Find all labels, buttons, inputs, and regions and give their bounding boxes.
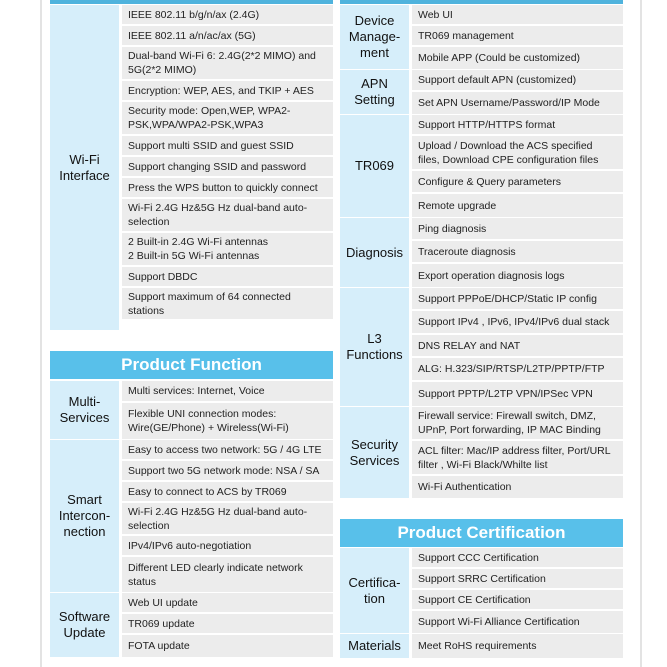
spec-list (409, 407, 623, 498)
spec-item: Export operation diagnosis logs (409, 264, 623, 287)
section-title-product-certification: Product Certification (340, 519, 623, 547)
spec-item: Easy to connect to ACS by TR069 (119, 482, 333, 503)
spec-item: Support SRRC Certification (409, 569, 623, 590)
spec-item: Multi services: Internet, Voice (119, 381, 333, 403)
spec-item: FOTA update (119, 635, 333, 657)
spec-item: Upload / Download the ACS specified files, Download CPE configuration files (409, 136, 623, 171)
spec-item: DNS RELAY and NAT (409, 335, 623, 358)
category-label: TR069 (340, 115, 409, 217)
category-label: Wi-Fi Interface (50, 5, 119, 330)
spec-item: Wi-Fi 2.4G Hz&5G Hz dual-band auto-selection (119, 503, 333, 536)
spec-list (119, 5, 333, 330)
spec-item: Press the WPS button to quickly connect (119, 178, 333, 199)
spec-list (119, 593, 333, 657)
spec-item: Support DBDC (119, 267, 333, 288)
spec-item: Support CE Certification (409, 590, 623, 611)
left-top-bar (50, 0, 333, 4)
spec-item: Ping diagnosis (409, 218, 623, 241)
spec-item: Wi-Fi Authentication (409, 476, 623, 498)
category-label: Smart Intercon-nection (50, 440, 119, 592)
spec-item: Encryption: WEP, AES, and TKIP + AES (119, 81, 333, 102)
wifi-interface-group (50, 5, 333, 330)
software-update-group (50, 593, 333, 657)
spec-list (409, 5, 623, 69)
spec-item: Set APN Username/Password/IP Mode (409, 92, 623, 114)
spec-list (409, 288, 623, 406)
spec-item: IEEE 802.11 a/n/ac/ax (5G) (119, 26, 333, 47)
multi-services-group (50, 381, 333, 439)
apn-setting-group (340, 70, 623, 114)
diagnosis-group (340, 218, 623, 287)
spec-item: Support default APN (customized) (409, 70, 623, 92)
spec-item: Security mode: Open,WEP, WPA2-PSK,WPA/WPA2-PSK,WPA3 (119, 102, 333, 136)
section-title-product-function: Product Function (50, 351, 333, 379)
spec-item: Meet RoHS requirements (409, 634, 623, 658)
category-label: Multi-Services (50, 381, 119, 439)
spec-item: Configure & Query parameters (409, 171, 623, 194)
materials-group (340, 634, 623, 658)
spec-item: Support changing SSID and password (119, 157, 333, 178)
spec-item: Support PPPoE/DHCP/Static IP config (409, 288, 623, 311)
category-label: Certifica-tion (340, 548, 409, 633)
spec-list (409, 634, 623, 658)
spec-item: ALG: H.323/SIP/RTSP/L2TP/PPTP/FTP (409, 358, 623, 382)
page-frame-right (640, 0, 642, 667)
spec-item: Support PPTP/L2TP VPN/IPSec VPN (409, 382, 623, 406)
category-label: Diagnosis (340, 218, 409, 287)
category-label: Security Services (340, 407, 409, 498)
spec-item: IEEE 802.11 b/g/n/ax (2.4G) (119, 5, 333, 26)
spec-item: TR069 management (409, 26, 623, 47)
spec-list (409, 548, 623, 633)
device-management-group (340, 5, 623, 69)
category-label: APN Setting (340, 70, 409, 114)
spec-item: Support Wi-Fi Alliance Certification (409, 611, 623, 633)
spec-item: ACL filter: Mac/IP address filter, Port/URL filter , Wi-Fi Black/Whilte list (409, 441, 623, 476)
spec-item: 2 Built-in 2.4G Wi-Fi antennas 2 Built-in 5G Wi-Fi antennas (119, 233, 333, 267)
spec-list (409, 218, 623, 287)
certification-group (340, 548, 623, 633)
category-label: Device Manage-ment (340, 5, 409, 69)
spec-list (119, 381, 333, 439)
page-frame-left (40, 0, 42, 667)
security-services-group (340, 407, 623, 498)
category-label: Materials (340, 634, 409, 658)
spec-item: Support HTTP/HTTPS format (409, 115, 623, 136)
spec-item: Dual-band Wi-Fi 6: 2.4G(2*2 MIMO) and 5G(2*2 MIMO) (119, 47, 333, 81)
spec-item: Mobile APP (Could be customized) (409, 47, 623, 69)
spec-item: Different LED clearly indicate network status (119, 557, 333, 592)
spec-item: Remote upgrade (409, 194, 623, 217)
spec-item: TR069 update (119, 614, 333, 635)
spec-item: Firewall service: Firewall switch, DMZ, UPnP, Port forwarding, IP MAC Binding (409, 407, 623, 441)
spec-item: Support two 5G network mode: NSA / SA (119, 461, 333, 482)
spec-list (409, 70, 623, 114)
category-label: Software Update (50, 593, 119, 657)
spec-item: IPv4/IPv6 auto-negotiation (119, 536, 333, 557)
spec-item: Easy to access two network: 5G / 4G LTE (119, 440, 333, 461)
category-label: L3 Functions (340, 288, 409, 406)
spec-item: Support maximum of 64 connected stations (119, 288, 333, 319)
spec-item: Web UI (409, 5, 623, 26)
spec-item: Support multi SSID and guest SSID (119, 136, 333, 157)
spec-list (409, 115, 623, 217)
smart-interconnection-group (50, 440, 333, 592)
spec-item: Support IPv4 , IPv6, IPv4/IPv6 dual stack (409, 311, 623, 335)
spec-item: Wi-Fi 2.4G Hz&5G Hz dual-band auto-selection (119, 199, 333, 233)
spec-item: Web UI update (119, 593, 333, 614)
spec-item: Traceroute diagnosis (409, 241, 623, 264)
right-top-bar (340, 0, 623, 4)
tr069-group (340, 115, 623, 217)
spec-list (119, 440, 333, 592)
l3-functions-group (340, 288, 623, 406)
spec-item: Support CCC Certification (409, 548, 623, 569)
spec-item: Flexible UNI connection modes: Wire(GE/Phone) + Wireless(Wi-Fi) (119, 403, 333, 439)
